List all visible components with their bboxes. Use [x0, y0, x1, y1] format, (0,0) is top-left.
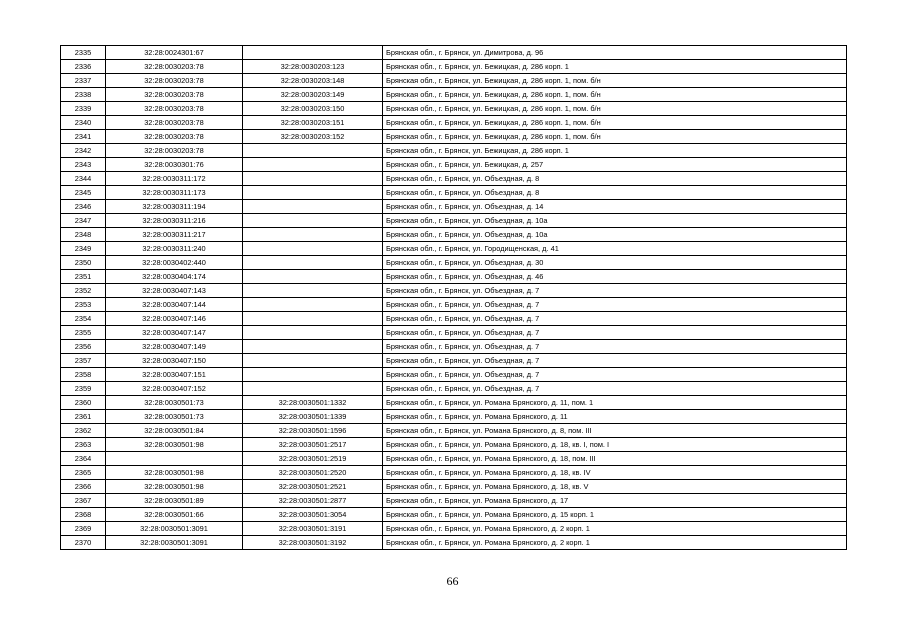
table-row: [61, 46, 847, 60]
table-row: [61, 214, 847, 228]
row-number-cell: 2366: [61, 480, 106, 494]
land-cadastral-number-cell: 32:28:0030311:216: [106, 214, 243, 228]
row-number-cell: 2355: [61, 326, 106, 340]
object-cadastral-number-cell: [243, 144, 383, 158]
table-row: [61, 158, 847, 172]
land-cadastral-number-cell: 32:28:0030404:174: [106, 270, 243, 284]
row-number-cell: 2350: [61, 256, 106, 270]
table-row: [61, 396, 847, 410]
object-cadastral-number-cell: 32:28:0030501:2877: [243, 494, 383, 508]
table-row: [61, 410, 847, 424]
object-cadastral-number-cell: [243, 46, 383, 60]
land-cadastral-number-cell: 32:28:0030311:172: [106, 172, 243, 186]
land-cadastral-number-cell: 32:28:0030501:98: [106, 480, 243, 494]
row-number-cell: 2344: [61, 172, 106, 186]
land-cadastral-number-cell: 32:28:0030402:440: [106, 256, 243, 270]
address-cell: Брянская обл., г. Брянск, ул. Объездная, д. 7: [383, 368, 847, 382]
object-cadastral-number-cell: 32:28:0030501:3191: [243, 522, 383, 536]
object-cadastral-number-cell: 32:28:0030203:149: [243, 88, 383, 102]
object-cadastral-number-cell: 32:28:0030501:2519: [243, 452, 383, 466]
object-cadastral-number-cell: [243, 270, 383, 284]
address-cell: Брянская обл., г. Брянск, ул. Объездная, д. 46: [383, 270, 847, 284]
land-cadastral-number-cell: 32:28:0030501:66: [106, 508, 243, 522]
table-row: [61, 452, 847, 466]
row-number-cell: 2341: [61, 130, 106, 144]
address-cell: Брянская обл., г. Брянск, ул. Бежицкая, д. 286 корп. 1, пом. б/н: [383, 102, 847, 116]
table-row: [61, 74, 847, 88]
table-row: [61, 284, 847, 298]
address-cell: Брянская обл., г. Брянск, ул. Объездная, д. 8: [383, 172, 847, 186]
row-number-cell: 2362: [61, 424, 106, 438]
address-cell: Брянская обл., г. Брянск, ул. Объездная, д. 7: [383, 354, 847, 368]
row-number-cell: 2337: [61, 74, 106, 88]
land-cadastral-number-cell: 32:28:0030407:152: [106, 382, 243, 396]
land-cadastral-number-cell: 32:28:0030501:3091: [106, 522, 243, 536]
row-number-cell: 2347: [61, 214, 106, 228]
address-cell: Брянская обл., г. Брянск, ул. Бежицкая, д. 286 корп. 1: [383, 144, 847, 158]
address-cell: Брянская обл., г. Брянск, ул. Бежицкая, д. 257: [383, 158, 847, 172]
object-cadastral-number-cell: [243, 186, 383, 200]
object-cadastral-number-cell: 32:28:0030501:1339: [243, 410, 383, 424]
row-number-cell: 2351: [61, 270, 106, 284]
row-number-cell: 2358: [61, 368, 106, 382]
table-row: [61, 242, 847, 256]
row-number-cell: 2343: [61, 158, 106, 172]
object-cadastral-number-cell: 32:28:0030203:123: [243, 60, 383, 74]
row-number-cell: 2359: [61, 382, 106, 396]
row-number-cell: 2368: [61, 508, 106, 522]
object-cadastral-number-cell: [243, 158, 383, 172]
table-row: [61, 270, 847, 284]
object-cadastral-number-cell: 32:28:0030501:2520: [243, 466, 383, 480]
object-cadastral-number-cell: [243, 284, 383, 298]
object-cadastral-number-cell: 32:28:0030203:152: [243, 130, 383, 144]
land-cadastral-number-cell: 32:28:0030203:78: [106, 116, 243, 130]
object-cadastral-number-cell: [243, 326, 383, 340]
row-number-cell: 2349: [61, 242, 106, 256]
table-row: [61, 186, 847, 200]
land-cadastral-number-cell: 32:28:0030407:151: [106, 368, 243, 382]
row-number-cell: 2360: [61, 396, 106, 410]
land-cadastral-number-cell: 32:28:0030407:147: [106, 326, 243, 340]
address-cell: Брянская обл., г. Брянск, ул. Объездная, д. 7: [383, 312, 847, 326]
object-cadastral-number-cell: [243, 172, 383, 186]
object-cadastral-number-cell: [243, 256, 383, 270]
address-cell: Брянская обл., г. Брянск, ул. Романа Брянского, д. 18, кв. I, пом. I: [383, 438, 847, 452]
row-number-cell: 2338: [61, 88, 106, 102]
table-row: [61, 298, 847, 312]
address-cell: Брянская обл., г. Брянск, ул. Объездная, д. 7: [383, 326, 847, 340]
table-row: [61, 326, 847, 340]
row-number-cell: 2370: [61, 536, 106, 550]
land-cadastral-number-cell: 32:28:0030203:78: [106, 102, 243, 116]
land-cadastral-number-cell: 32:28:0030203:78: [106, 60, 243, 74]
row-number-cell: 2361: [61, 410, 106, 424]
object-cadastral-number-cell: [243, 368, 383, 382]
row-number-cell: 2339: [61, 102, 106, 116]
land-cadastral-number-cell: 32:28:0030203:78: [106, 144, 243, 158]
land-cadastral-number-cell: 32:28:0030407:146: [106, 312, 243, 326]
table-row: [61, 200, 847, 214]
address-cell: Брянская обл., г. Брянск, ул. Объездная, д. 8: [383, 186, 847, 200]
table-row: [61, 480, 847, 494]
land-cadastral-number-cell: 32:28:0030501:73: [106, 396, 243, 410]
land-cadastral-number-cell: 32:28:0030407:150: [106, 354, 243, 368]
land-cadastral-number-cell: 32:28:0030501:98: [106, 438, 243, 452]
address-cell: Брянская обл., г. Брянск, ул. Бежицкая, д. 286 корп. 1, пом. б/н: [383, 74, 847, 88]
land-cadastral-number-cell: 32:28:0030301:76: [106, 158, 243, 172]
address-cell: Брянская обл., г. Брянск, ул. Романа Брянского, д. 18, кв. V: [383, 480, 847, 494]
row-number-cell: 2353: [61, 298, 106, 312]
address-cell: Брянская обл., г. Брянск, ул. Романа Брянского, д. 2 корп. 1: [383, 522, 847, 536]
table-row: [61, 130, 847, 144]
address-cell: Брянская обл., г. Брянск, ул. Бежицкая, д. 286 корп. 1, пом. б/н: [383, 88, 847, 102]
address-cell: Брянская обл., г. Брянск, ул. Романа Брянского, д. 8, пом. III: [383, 424, 847, 438]
row-number-cell: 2346: [61, 200, 106, 214]
row-number-cell: 2340: [61, 116, 106, 130]
object-cadastral-number-cell: [243, 228, 383, 242]
row-number-cell: 2364: [61, 452, 106, 466]
land-cadastral-number-cell: [106, 452, 243, 466]
land-cadastral-number-cell: 32:28:0030203:78: [106, 74, 243, 88]
object-cadastral-number-cell: 32:28:0030501:1596: [243, 424, 383, 438]
land-cadastral-number-cell: 32:28:0030203:78: [106, 130, 243, 144]
address-cell: Брянская обл., г. Брянск, ул. Объездная, д. 30: [383, 256, 847, 270]
land-cadastral-number-cell: 32:28:0030407:144: [106, 298, 243, 312]
land-cadastral-number-cell: 32:28:0030501:98: [106, 466, 243, 480]
row-number-cell: 2336: [61, 60, 106, 74]
land-cadastral-number-cell: 32:28:0030311:240: [106, 242, 243, 256]
table-row: [61, 368, 847, 382]
address-cell: Брянская обл., г. Брянск, ул. Димитрова, д. 96: [383, 46, 847, 60]
registry-table-body: [61, 46, 847, 550]
table-row: [61, 508, 847, 522]
row-number-cell: 2365: [61, 466, 106, 480]
table-row: [61, 424, 847, 438]
row-number-cell: 2348: [61, 228, 106, 242]
table-row: [61, 354, 847, 368]
object-cadastral-number-cell: 32:28:0030501:2517: [243, 438, 383, 452]
address-cell: Брянская обл., г. Брянск, ул. Романа Брянского, д. 18, кв. IV: [383, 466, 847, 480]
land-cadastral-number-cell: 32:28:0030311:194: [106, 200, 243, 214]
land-cadastral-number-cell: 32:28:0030501:89: [106, 494, 243, 508]
object-cadastral-number-cell: [243, 214, 383, 228]
address-cell: Брянская обл., г. Брянск, ул. Романа Брянского, д. 11, пом. 1: [383, 396, 847, 410]
address-cell: Брянская обл., г. Брянск, ул. Объездная, д. 7: [383, 298, 847, 312]
address-cell: Брянская обл., г. Брянск, ул. Объездная, д. 10а: [383, 214, 847, 228]
address-cell: Брянская обл., г. Брянск, ул. Бежицкая, д. 286 корп. 1: [383, 60, 847, 74]
table-row: [61, 382, 847, 396]
property-registry-table: [60, 45, 847, 550]
land-cadastral-number-cell: 32:28:0030501:3091: [106, 536, 243, 550]
address-cell: Брянская обл., г. Брянск, ул. Городищенская, д. 41: [383, 242, 847, 256]
land-cadastral-number-cell: 32:28:0030203:78: [106, 88, 243, 102]
address-cell: Брянская обл., г. Брянск, ул. Объездная, д. 7: [383, 284, 847, 298]
object-cadastral-number-cell: 32:28:0030501:1332: [243, 396, 383, 410]
object-cadastral-number-cell: [243, 354, 383, 368]
table-row: [61, 312, 847, 326]
address-cell: Брянская обл., г. Брянск, ул. Бежицкая, д. 286 корп. 1, пом. б/н: [383, 116, 847, 130]
table-row: [61, 172, 847, 186]
page-number: 66: [446, 574, 459, 588]
object-cadastral-number-cell: [243, 242, 383, 256]
object-cadastral-number-cell: 32:28:0030203:150: [243, 102, 383, 116]
row-number-cell: 2363: [61, 438, 106, 452]
table-row: [61, 102, 847, 116]
land-cadastral-number-cell: 32:28:0030407:149: [106, 340, 243, 354]
table-row: [61, 494, 847, 508]
land-cadastral-number-cell: 32:28:0030501:73: [106, 410, 243, 424]
table-row: [61, 466, 847, 480]
object-cadastral-number-cell: 32:28:0030501:2521: [243, 480, 383, 494]
object-cadastral-number-cell: 32:28:0030203:151: [243, 116, 383, 130]
land-cadastral-number-cell: 32:28:0030311:173: [106, 186, 243, 200]
row-number-cell: 2357: [61, 354, 106, 368]
object-cadastral-number-cell: [243, 200, 383, 214]
address-cell: Брянская обл., г. Брянск, ул. Романа Брянского, д. 15 корп. 1: [383, 508, 847, 522]
table-row: [61, 144, 847, 158]
row-number-cell: 2356: [61, 340, 106, 354]
row-number-cell: 2354: [61, 312, 106, 326]
address-cell: Брянская обл., г. Брянск, ул. Романа Брянского, д. 11: [383, 410, 847, 424]
row-number-cell: 2352: [61, 284, 106, 298]
table-row: [61, 340, 847, 354]
object-cadastral-number-cell: [243, 340, 383, 354]
object-cadastral-number-cell: [243, 382, 383, 396]
object-cadastral-number-cell: 32:28:0030501:3192: [243, 536, 383, 550]
address-cell: Брянская обл., г. Брянск, ул. Объездная, д. 7: [383, 340, 847, 354]
row-number-cell: 2367: [61, 494, 106, 508]
row-number-cell: 2342: [61, 144, 106, 158]
address-cell: Брянская обл., г. Брянск, ул. Объездная, д. 7: [383, 382, 847, 396]
address-cell: Брянская обл., г. Брянск, ул. Романа Брянского, д. 17: [383, 494, 847, 508]
object-cadastral-number-cell: 32:28:0030501:3054: [243, 508, 383, 522]
address-cell: Брянская обл., г. Брянск, ул. Романа Брянского, д. 2 корп. 1: [383, 536, 847, 550]
land-cadastral-number-cell: 32:28:0030311:217: [106, 228, 243, 242]
address-cell: Брянская обл., г. Брянск, ул. Бежицкая, д. 286 корп. 1, пом. б/н: [383, 130, 847, 144]
table-row: [61, 60, 847, 74]
row-number-cell: 2369: [61, 522, 106, 536]
table-row: [61, 88, 847, 102]
object-cadastral-number-cell: 32:28:0030203:148: [243, 74, 383, 88]
row-number-cell: 2335: [61, 46, 106, 60]
land-cadastral-number-cell: 32:28:0030501:84: [106, 424, 243, 438]
address-cell: Брянская обл., г. Брянск, ул. Романа Брянского, д. 18, пом. III: [383, 452, 847, 466]
table-row: [61, 536, 847, 550]
object-cadastral-number-cell: [243, 298, 383, 312]
row-number-cell: 2345: [61, 186, 106, 200]
address-cell: Брянская обл., г. Брянск, ул. Объездная, д. 14: [383, 200, 847, 214]
object-cadastral-number-cell: [243, 312, 383, 326]
table-row: [61, 116, 847, 130]
table-row: [61, 438, 847, 452]
table-row: [61, 256, 847, 270]
land-cadastral-number-cell: 32:28:0024301:67: [106, 46, 243, 60]
table-row: [61, 228, 847, 242]
table-row: [61, 522, 847, 536]
land-cadastral-number-cell: 32:28:0030407:143: [106, 284, 243, 298]
address-cell: Брянская обл., г. Брянск, ул. Объездная, д. 10а: [383, 228, 847, 242]
